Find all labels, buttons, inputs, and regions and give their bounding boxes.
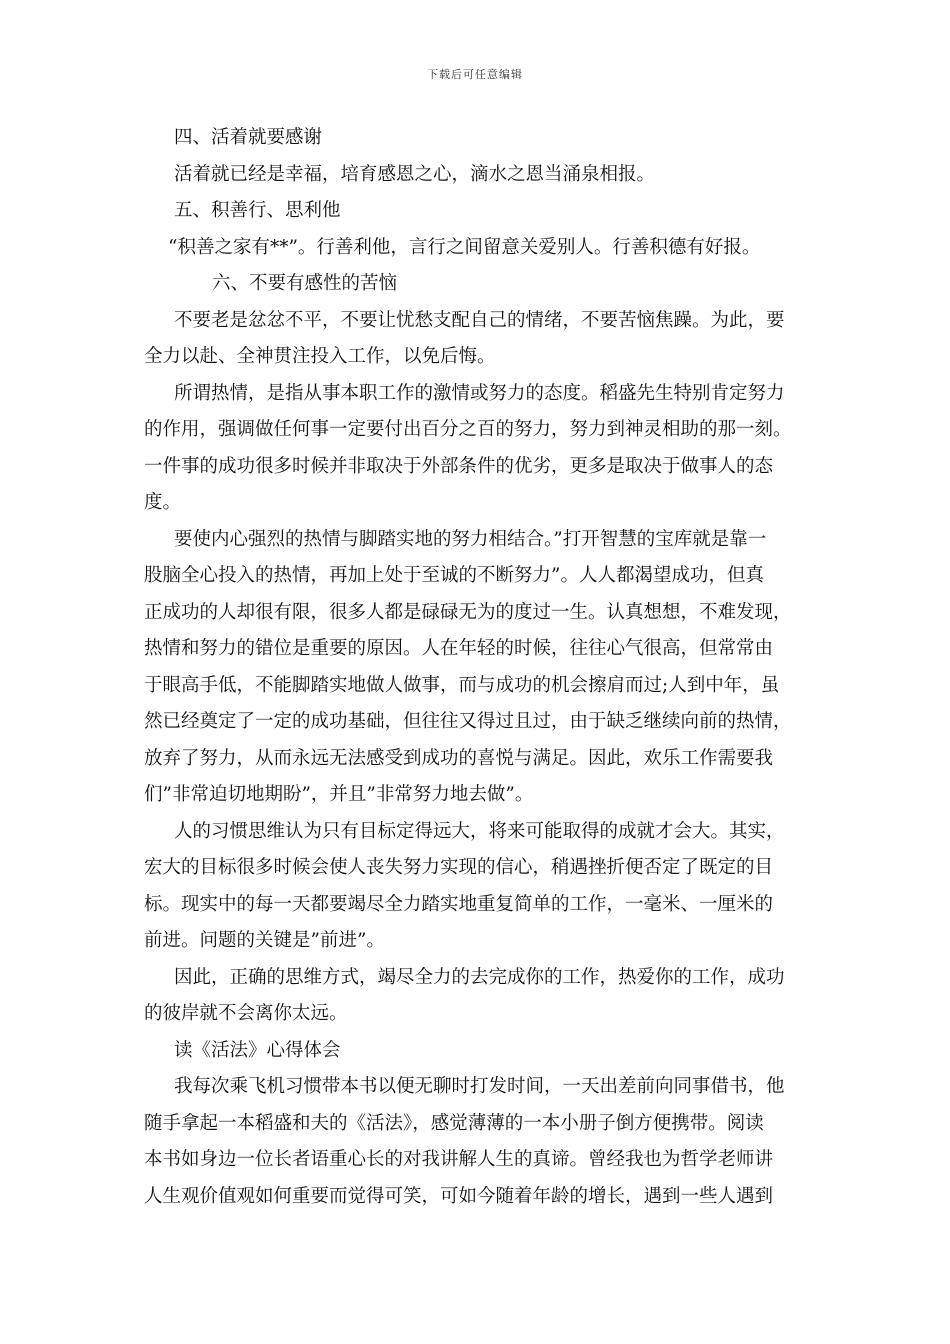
section-title-reading-notes: 读《活法》心得体会	[174, 1039, 341, 1061]
paragraph-line: 人生观价值观如何重要而觉得可笑，可如今随着年龄的增长，遇到一些人遇到	[144, 1185, 774, 1207]
paragraph-line: 全力以赴、全神贯注投入工作，以免后悔。	[144, 346, 496, 367]
paragraph-line: 于眼高手低，不能脚踏实地做人做事，而与成功的机会擦肩而过;人到中年，虽	[144, 674, 780, 696]
paragraph-line: 们”非常迫切地期盼”，并且”非常努力地去做”。	[144, 784, 534, 805]
document-body	[144, 120, 834, 1215]
paragraph-line: 人的习惯思维认为只有目标定得远大，将来可能取得的成就才会大。其实，	[174, 820, 785, 842]
paragraph-line: 我每次乘飞机习惯带本书以便无聊时打发时间，一天出差前向同事借书，他	[174, 1076, 785, 1097]
paragraph-line: 的彼岸就不会离你太远。	[144, 1003, 348, 1024]
paragraph-line: 随手拿起一本稻盛和夫的《活法》，感觉薄薄的一本小册子倒方便携带。阅读	[144, 1112, 764, 1134]
paragraph-line: 标。现实中的每一天都要竭尽全力踏实地重复简单的工作，一毫米、一厘米的	[144, 893, 774, 915]
paragraph-line: 的作用，强调做任何事一定要付出百分之百的努力，努力到神灵相助的那一刻。	[144, 419, 792, 440]
paragraph-line: 度。	[144, 492, 182, 513]
section-heading-4: 四、活着就要感谢	[174, 127, 323, 148]
paragraph-line: 一件事的成功很多时候并非取决于外部条件的优劣，更多是取决于做事人的态	[144, 455, 774, 477]
paragraph-line: 本书如身边一位长者语重心长的对我讲解人生的真谛。曾经我也为哲学老师讲	[144, 1149, 774, 1170]
paragraph-line: 股脑全心投入的热情，再加上处于至诚的不断努力”。人人都渴望成功，但真	[144, 565, 764, 586]
paragraph-line: 所谓热情，是指从事本职工作的激情或努力的态度。稻盛先生特别肯定努力	[174, 382, 785, 404]
paragraph-line: 要使内心强烈的热情与脚踏实地的努力相结合。”打开智慧的宝库就是靠一	[174, 528, 767, 550]
paragraph-line: 不要老是忿忿不平，不要让忧愁支配自己的情绪，不要苦恼焦躁。为此，要	[174, 309, 785, 331]
paragraph-line: “积善之家有**”。行善利他，言行之间留意关爱别人。行善积德有好报。	[168, 236, 761, 258]
paragraph-line: 正成功的人却很有限，很多人都是碌碌无为的度过一生。认真想想，不难发现，	[144, 601, 792, 623]
paragraph-line: 放弃了努力，从而永远无法感受到成功的喜悦与满足。因此，欢乐工作需要我	[144, 747, 774, 769]
page-header: 下载后可任意编辑	[427, 68, 523, 81]
paragraph-line: 然已经奠定了一定的成功基础，但往往又得过且过，由于缺乏继续向前的热情，	[144, 711, 792, 732]
paragraph-line: 因此，正确的思维方式，竭尽全力的去完成你的工作，热爱你的工作，成功	[174, 966, 785, 988]
section-heading-5: 五、积善行、思利他	[174, 200, 341, 221]
section-heading-6: 六、不要有感性的苦恼	[212, 273, 398, 294]
paragraph-line: 宏大的目标很多时候会使人丧失努力实现的信心，稍遇挫折便否定了既定的目	[144, 857, 774, 878]
paragraph-line: 前进。问题的关键是”前进”。	[144, 930, 385, 951]
paragraph-line: 热情和努力的错位是重要的原因。人在年轻的时候，往往心气很高，但常常由	[144, 638, 774, 659]
paragraph-line: 活着就已经是幸福，培育感恩之心，滴水之恩当涌泉相报。	[174, 163, 656, 185]
